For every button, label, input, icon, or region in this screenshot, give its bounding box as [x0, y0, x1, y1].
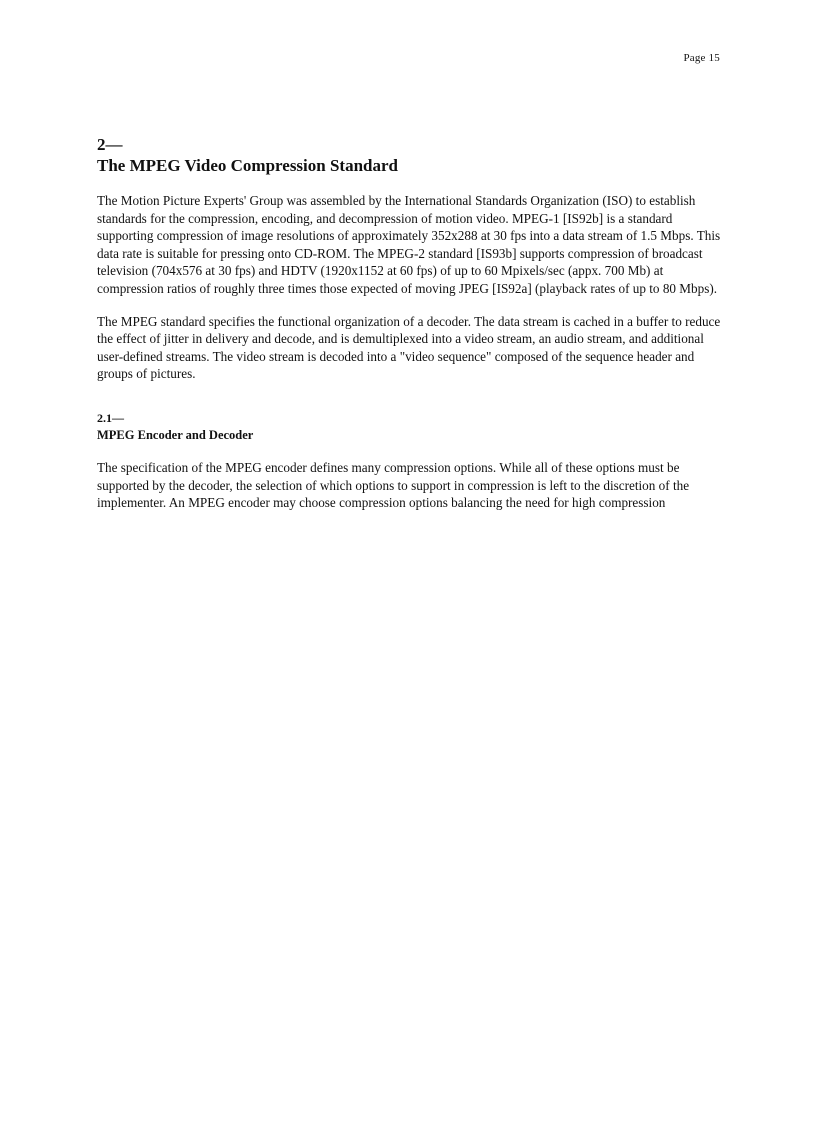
page-number: Page 15 — [683, 52, 720, 64]
encoder-paragraph: The specification of the MPEG encoder defines many compression options. While all of these options must be supported by the decoder, the selection of which options to support in compression is left to the discretion of the implementer. An MPEG encoder may choose compression options balancing the need for high compression — [97, 459, 690, 511]
section-number: 2.1— — [97, 410, 124, 425]
decoder-paragraph: The MPEG standard specifies the functional organization of a decoder. The data stream is cached in a buffer to reduce the effect of jitter in delivery and decode, and is demultiplexed into a video stream, an audio stream, and additional user-defined streams. The video stream is decoded into a "video sequence" composed of the sequence header and groups of pictures. — [97, 313, 721, 382]
chapter-number: 2— — [97, 135, 123, 154]
page-content — [97, 135, 723, 527]
section-title: MPEG Encoder and Decoder — [97, 427, 254, 442]
chapter-title: The MPEG Video Compression Standard — [97, 156, 399, 175]
intro-paragraph: The Motion Picture Experts' Group was assembled by the International Standards Organization (ISO) to establish standards for the compression, encoding, and decompression of motion video. MPEG-1 [IS92b] is a standard supporting compression of image resolutions of approximately 352x288 at 30 fps into a data stream of 1.5 Mbps. This data rate is suitable for pressing onto CD-ROM. The MPEG-2 standard [IS93b] supports compression of broadcast television (704x576 at 30 fps) and HDTV (1920x1152 at 60 fps) of up to 60 Mpixels/sec (appx. 700 Mb) at compression ratios of roughly three times those expected of moving JPEG [IS92a] (playback rates of up to 80 Mbps). — [97, 193, 721, 296]
